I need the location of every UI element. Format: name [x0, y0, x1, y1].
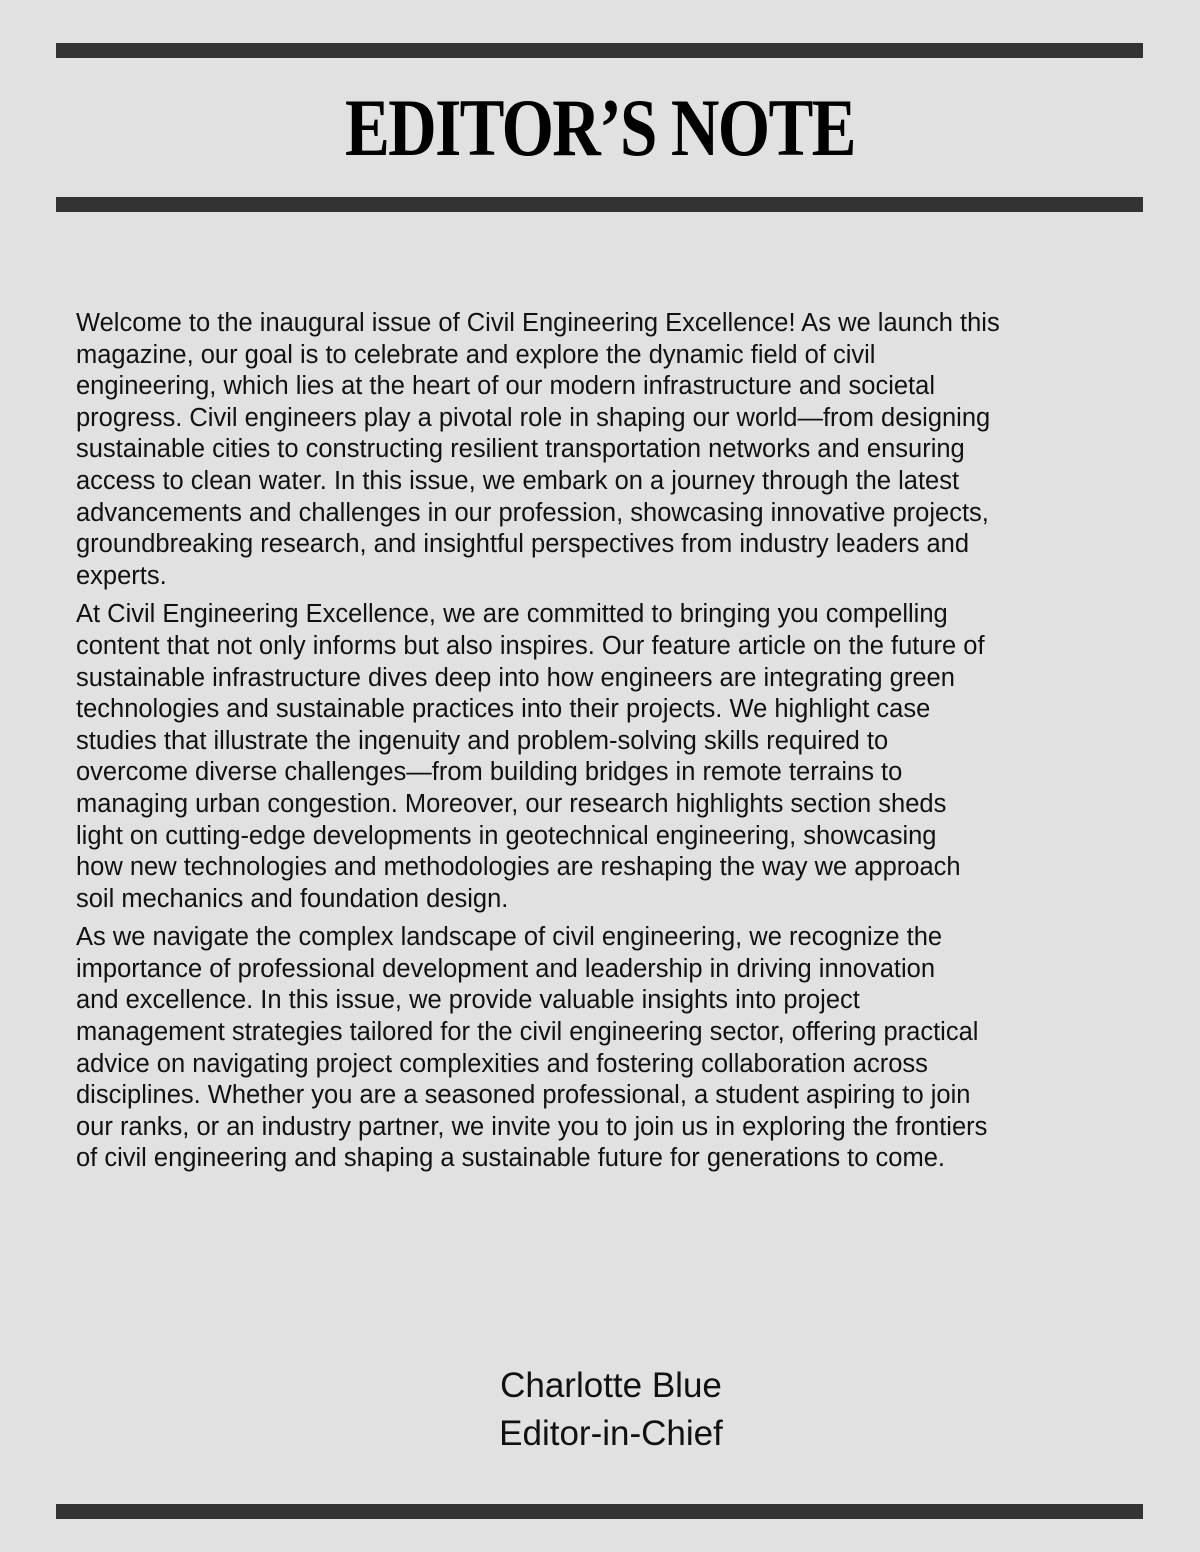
page-title-text: EDITOR’S NOTE	[345, 82, 855, 173]
paragraph-line: technologies and sustainable practices into their projects. We highlight case	[76, 695, 931, 724]
paragraph-line: and excellence. In this issue, we provide valuable insights into project	[76, 986, 860, 1015]
paragraph-line: As we navigate the complex landscape of civil engineering, we recognize the	[76, 923, 943, 952]
paragraph-line: management strategies tailored for the civil engineering sector, offering practical	[76, 1018, 979, 1047]
paragraph-line: soil mechanics and foundation design.	[76, 884, 509, 913]
signature-block	[0, 1362, 1200, 1458]
title-underline-divider	[56, 197, 1143, 212]
paragraph-line: disciplines. Whether you are a seasoned professional, a student aspiring to join	[76, 1081, 971, 1110]
paragraph-line: advancements and challenges in our profession, showcasing innovative projects,	[76, 498, 989, 527]
paragraph-line: engineering, which lies at the heart of our modern infrastructure and societal	[76, 372, 935, 401]
paragraph-line: sustainable infrastructure dives deep into how engineers are integrating green	[76, 663, 955, 692]
paragraph-line: how new technologies and methodologies are reshaping the way we approach	[76, 853, 961, 882]
paragraph-line: magazine, our goal is to celebrate and explore the dynamic field of civil	[76, 340, 876, 369]
signature-name: Charlotte Blue	[500, 1366, 722, 1405]
paragraph-line: managing urban congestion. Moreover, our research highlights section sheds	[76, 789, 947, 818]
paragraph-line: At Civil Engineering Excellence, we are committed to bringing you compelling	[76, 600, 948, 629]
paragraph-line: importance of professional development and leadership in driving innovation	[76, 954, 936, 983]
paragraph-line: access to clean water. In this issue, we embark on a journey through the latest	[76, 466, 960, 495]
paragraph-line: Welcome to the inaugural issue of Civil Engineering Excellence! As we launch this	[76, 309, 1000, 337]
paragraph-line: overcome diverse challenges—from building bridges in remote terrains to	[76, 758, 903, 787]
paragraph-1	[76, 308, 1186, 592]
paragraph-line: of civil engineering and shaping a sustainable future for generations to come.	[76, 1144, 945, 1173]
paragraph-line: studies that illustrate the ingenuity and problem-solving skills required to	[76, 726, 889, 755]
page-title	[0, 76, 1200, 180]
signature-role: Editor-in-Chief	[499, 1414, 723, 1453]
paragraph-line: content that not only informs but also inspires. Our feature article on the future of	[76, 631, 985, 660]
paragraph-line: progress. Civil engineers play a pivotal role in shaping our world—from designing	[76, 403, 991, 432]
bottom-rule-divider	[56, 1504, 1143, 1519]
paragraph-line: light on cutting-edge developments in geotechnical engineering, showcasing	[76, 821, 937, 850]
editor-note-body	[76, 308, 1186, 1182]
paragraph-line: sustainable cities to constructing resilient transportation networks and ensuring	[76, 435, 965, 464]
paragraph-line: advice on navigating project complexities and fostering collaboration across	[76, 1049, 928, 1078]
paragraph-line: experts.	[76, 561, 167, 590]
paragraph-line: groundbreaking research, and insightful perspectives from industry leaders and	[76, 530, 969, 559]
top-rule-divider	[56, 43, 1143, 58]
paragraph-2	[76, 599, 1186, 915]
paragraph-3	[76, 922, 1186, 1175]
paragraph-line: our ranks, or an industry partner, we invite you to join us in exploring the frontiers	[76, 1112, 988, 1141]
